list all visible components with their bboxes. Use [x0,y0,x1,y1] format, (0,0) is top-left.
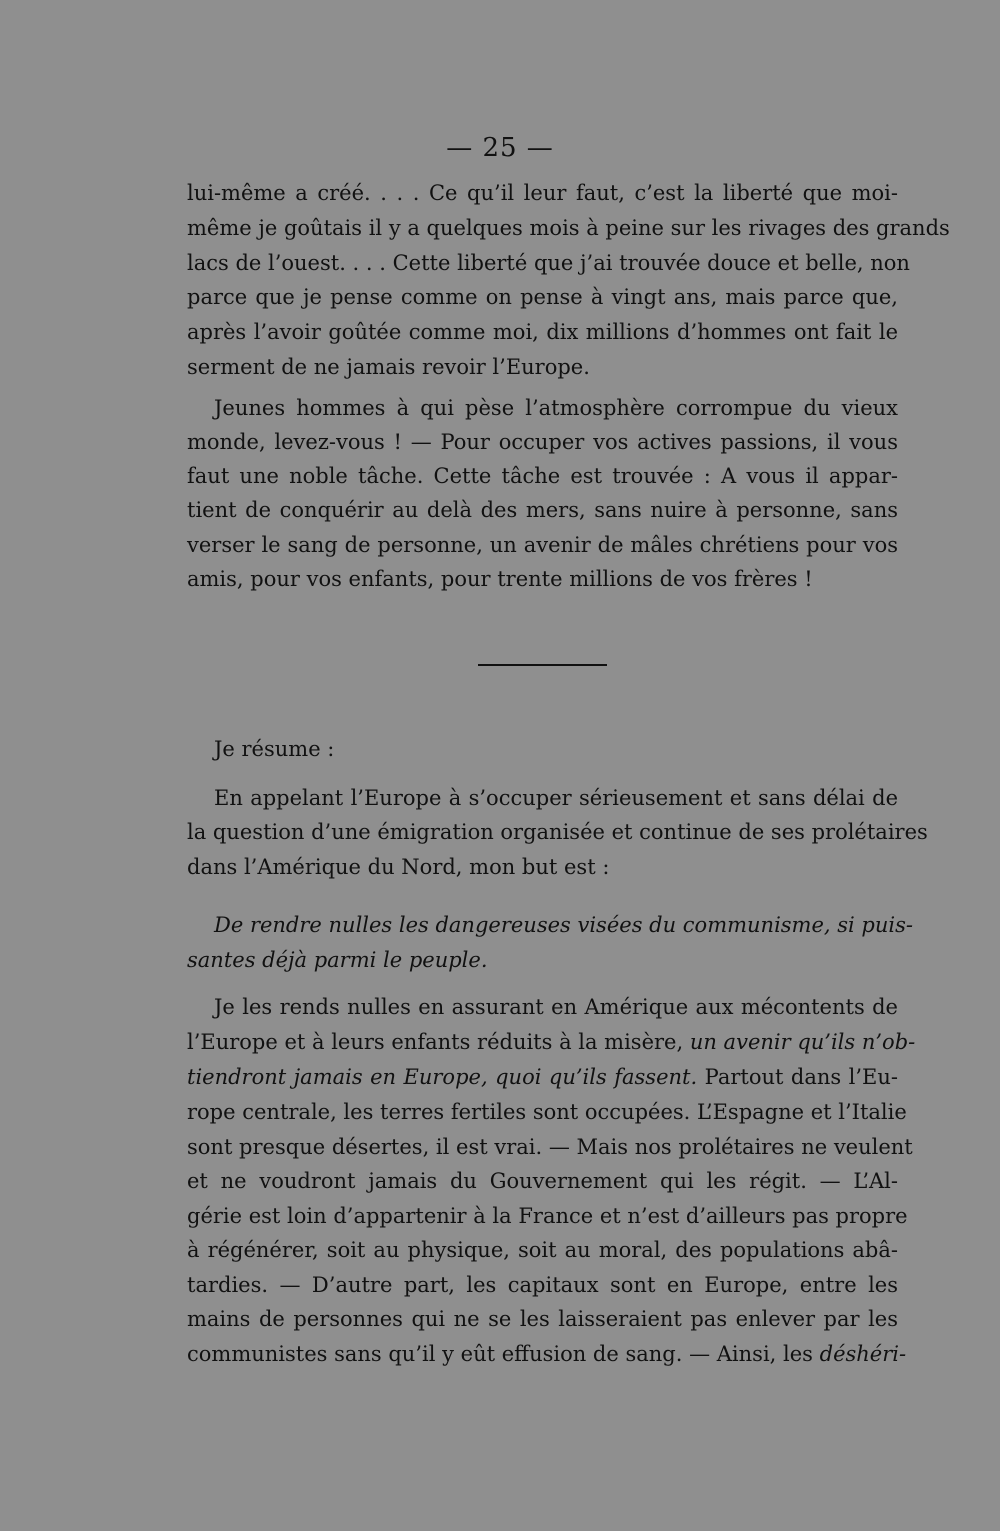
text-line: Je résume : [214,737,335,761]
text-line: santes déjà parmi le peuple. [187,948,488,972]
text-line: la question d’une émigration organisée et continue de ses prolétaires [187,820,928,844]
text-line: verser le sang de personne, un avenir de mâles chrétiens pour vos [187,533,898,557]
text-line: mains de personnes qui ne se les laisseraient pas enlever par les [187,1307,898,1331]
text-span: Partout dans l’Eu- [697,1065,898,1089]
text-span: l’Europe et à leurs enfants réduits à la misère, [187,1030,684,1054]
section-divider [478,664,607,666]
text-line: et ne voudront jamais du Gouvernement qui les régit. — L’Al- [187,1169,898,1193]
text-line [187,1337,907,1371]
text-line [187,1025,916,1059]
italic-span: un avenir qu’ils n’ob- [683,1030,916,1054]
text-line: tient de conquérir au delà des mers, sans nuire à personne, sans [187,498,898,522]
text-line [187,1060,898,1094]
text-line: amis, pour vos enfants, pour trente millions de vos frères ! [187,567,813,591]
text-line: dans l’Amérique du Nord, mon but est : [187,855,610,879]
text-span: communistes sans qu’il y eût effusion de sang. — Ainsi, les [187,1342,813,1366]
text-line: tardies. — D’autre part, les capitaux sont en Europe, entre les [187,1273,898,1297]
page-number: — 25 — [446,133,554,163]
text-line: serment de ne jamais revoir l’Europe. [187,355,590,379]
text-line: lui-même a créé. . . . Ce qu’il leur faut, c’est la liberté que moi- [187,181,898,205]
italic-span: déshéri- [812,1342,907,1366]
text-line: lacs de l’ouest. . . . Cette liberté que j’ai trouvée douce et belle, non [187,251,910,275]
text-line: Jeunes hommes à qui pèse l’atmosphère corrompue du vieux [214,396,898,420]
text-line: même je goûtais il y a quelques mois à peine sur les rivages des grands [187,216,950,240]
text-line: après l’avoir goûtée comme moi, dix millions d’hommes ont fait le [187,320,898,344]
text-line: Je les rends nulles en assurant en Amérique aux mécontents de [214,995,898,1019]
text-line: sont presque désertes, il est vrai. — Mais nos prolétaires ne veulent [187,1135,913,1159]
text-line: En appelant l’Europe à s’occuper sérieusement et sans délai de [214,786,898,810]
text-line: monde, levez-vous ! — Pour occuper vos actives passions, il vous [187,430,898,454]
text-line: De rendre nulles les dangereuses visées du communisme, si puis- [214,913,913,937]
text-line: gérie est loin d’appartenir à la France et n’est d’ailleurs pas propre [187,1204,908,1228]
text-line: faut une noble tâche. Cette tâche est trouvée : A vous il appar- [187,464,898,488]
text-line: rope centrale, les terres fertiles sont occupées. L’Espagne et l’Italie [187,1100,907,1124]
text-line: à régénérer, soit au physique, soit au moral, des populations abâ- [187,1238,898,1262]
italic-span: tiendront jamais en Europe, quoi qu’ils fassent. [187,1065,698,1089]
text-line: parce que je pense comme on pense à vingt ans, mais parce que, [187,285,898,309]
